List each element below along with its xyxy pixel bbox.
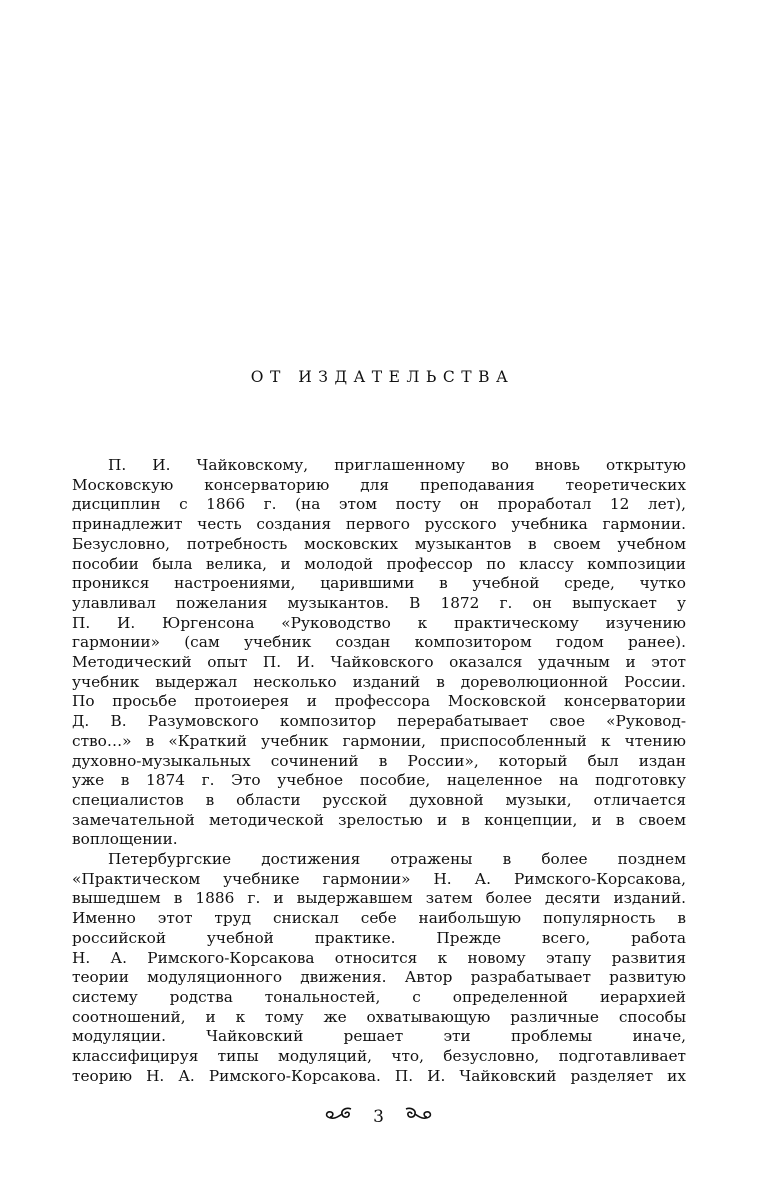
text-line: теорию Н. А. Римского-Корсакова. П. И. Чайковский разделяет их <box>72 1066 686 1085</box>
text-line: модуляции. Чайковский решает эти проблемы иначе, <box>72 1027 686 1046</box>
text-line: Безусловно, потребность московских музыкантов в своем учебном <box>72 534 686 553</box>
text-line: вышедшем в 1886 г. и выдержавшем затем более десяти изданий. <box>72 889 686 908</box>
text-line: Петербургские достижения отражены в более позднем <box>108 850 686 869</box>
text-line: Н. А. Римского-Корсакова относится к новому этапу развития <box>72 948 686 967</box>
text-line: воплощении. <box>72 830 178 849</box>
paragraph-2 <box>72 850 686 1086</box>
paragraph-1 <box>72 456 686 850</box>
text-line: духовно-музыкальных сочинений в России», который был издан <box>72 751 686 770</box>
text-line: проникся настроениями, царившими в учебной среде, чутко <box>72 574 686 593</box>
text-line: Д. В. Разумовского композитор перерабатывает свое «Руковод- <box>72 712 686 731</box>
text-line: гармонии» (сам учебник создан композитором годом ранее). <box>72 633 686 652</box>
body-text <box>72 456 686 1087</box>
text-line: П. И. Чайковскому, приглашенному во вновь открытую <box>108 456 686 474</box>
text-line: ство…» в «Краткий учебник гармонии, приспособленный к чтению <box>72 731 686 750</box>
text-line: классифицируя типы модуляций, что, безусловно, подготавливает <box>72 1047 686 1066</box>
page-footer <box>0 1105 757 1128</box>
text-line: улавливал пожелания музыкантов. В 1872 г. он выпускает у <box>72 593 686 612</box>
text-line: российской учебной практике. Прежде всего, работа <box>72 928 686 947</box>
text-line: дисциплин с 1866 г. (на этом посту он проработал 12 лет), <box>72 495 686 514</box>
text-line: Именно этот труд снискал себе наибольшую популярность в <box>72 909 686 928</box>
text-line: теории модуляционного движения. Автор разрабатывает развитую <box>72 968 686 987</box>
page-number: 3 <box>373 1106 384 1127</box>
text-line: пособии была велика, и молодой профессор по классу композиции <box>72 554 686 573</box>
text-line: Московскую консерваторию для преподавания теоретических <box>72 475 686 494</box>
text-line: учебник выдержал несколько изданий в дореволюционной России. <box>72 672 686 691</box>
text-line: уже в 1874 г. Это учебное пособие, нацеленное на подготовку <box>72 771 686 790</box>
section-heading: ОТ ИЗДАТЕЛЬСТВА <box>250 368 515 386</box>
text-line: «Практическом учебнике гармонии» Н. А. Римского-Корсакова, <box>72 869 686 888</box>
ornament-left-icon <box>324 1105 354 1128</box>
text-line: соотношений, и к тому же охватывающую различные способы <box>72 1007 686 1026</box>
text-line: По просьбе протоиерея и профессора Московской консерватории <box>72 692 686 711</box>
text-line: систему родства тональностей, с определенной иерархией <box>72 987 686 1006</box>
text-line: специалистов в области русской духовной музыки, отличается <box>72 790 686 809</box>
text-line: П. И. Юргенсона «Руководство к практическому изучению <box>72 613 686 632</box>
text-line: Методический опыт П. И. Чайковского оказался удачным и этот <box>72 653 686 672</box>
ornament-right-icon <box>403 1105 433 1128</box>
text-line: замечательной методической зрелостью и в концепции, и в своем <box>72 810 686 829</box>
text-line: принадлежит честь создания первого русского учебника гармонии. <box>72 515 686 534</box>
